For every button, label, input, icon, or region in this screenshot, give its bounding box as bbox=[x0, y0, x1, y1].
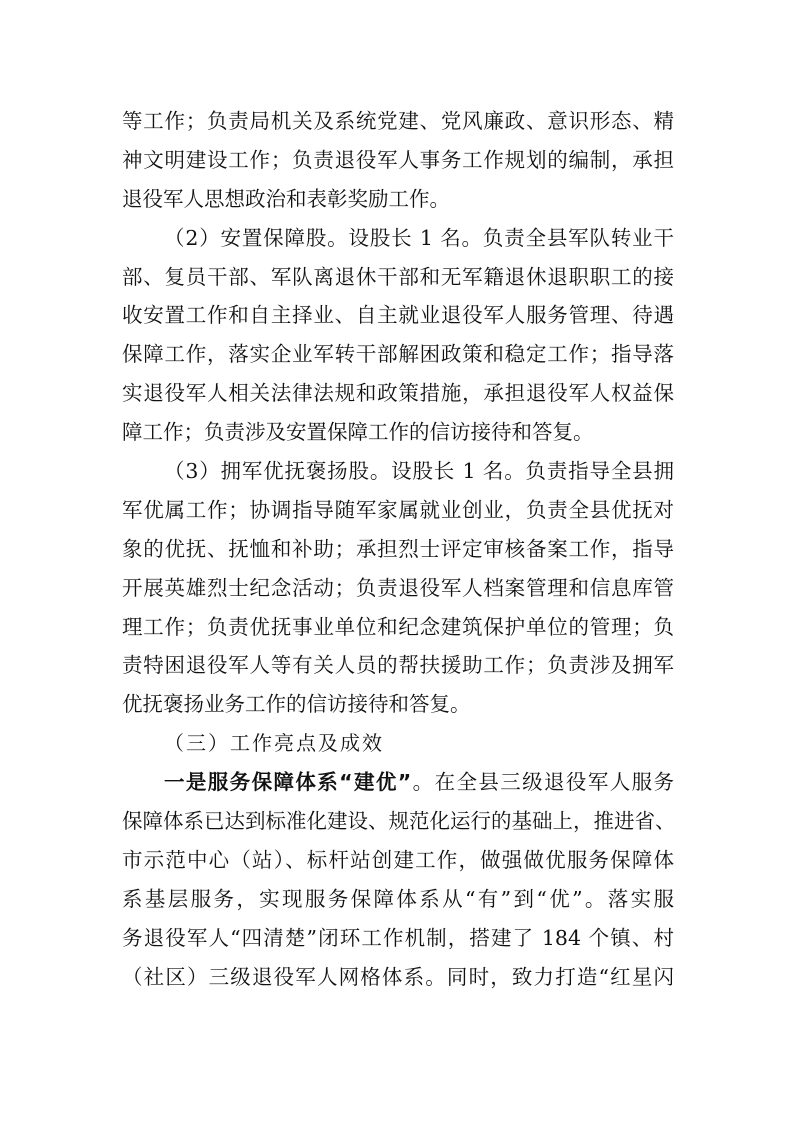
text-line: 退役军人思想政治和表彰奖励工作。 bbox=[122, 186, 450, 211]
text-line: 保障体系已达到标准化建设、规范化运行的基础上，推进省、 bbox=[122, 809, 676, 834]
text-line: 障工作；负责涉及安置保障工作的信访接待和答复。 bbox=[122, 420, 594, 445]
text-line: 实退役军人相关法律法规和政策措施，承担退役军人权益保 bbox=[122, 381, 674, 406]
text-line: 市示范中心（站）、标杆站创建工作，做强做优服务保障体 bbox=[122, 847, 674, 872]
text-line: （社区）三级退役军人网格体系。同时，致力打造“红星闪 bbox=[122, 964, 674, 989]
text-line bbox=[122, 763, 674, 802]
text-line: 象的优抚、抚恤和补助；承担烈士评定审核备案工作，指导 bbox=[122, 536, 674, 561]
text-line: 收安置工作和自主择业、自主就业退役军人服务管理、待遇 bbox=[122, 303, 674, 328]
text-line: 军优属工作；协调指导随军家属就业创业，负责全县优抚对 bbox=[122, 497, 674, 522]
section-heading: （三）工作亮点及成效 bbox=[164, 731, 384, 756]
text-line: 务退役军人“四清楚”闭环工作机制，搭建了 184 个镇、村 bbox=[122, 925, 674, 950]
text-line: 神文明建设工作；负责退役军人事务工作规划的编制，承担 bbox=[122, 147, 674, 172]
document-body bbox=[122, 102, 674, 996]
text-line: 责特困退役军人等有关人员的帮扶援助工作；负责涉及拥军 bbox=[122, 653, 674, 678]
text-line: 等工作；负责局机关及系统党建、党风廉政、意识形态、精 bbox=[122, 109, 674, 133]
text-line: 系基层服务，实现服务保障体系从“有”到“优”。落实服 bbox=[122, 886, 674, 911]
bold-lead: 一是服务保障体系“建优” bbox=[164, 770, 412, 795]
text-line: 优抚褒扬业务工作的信访接待和答复。 bbox=[122, 692, 471, 717]
text-line: 开展英雄烈士纪念活动；负责退役军人档案管理和信息库管 bbox=[122, 575, 674, 600]
text-line: 理工作；负责优抚事业单位和纪念建筑保护单位的管理；负 bbox=[122, 614, 674, 639]
text-line: （2）安置保障股。设股长 1 名。负责全县军队转业干 bbox=[164, 225, 674, 250]
text-span: 。在全县三级退役军人服务 bbox=[411, 770, 675, 795]
text-line: 保障工作，落实企业军转干部解困政策和稳定工作；指导落 bbox=[122, 342, 674, 367]
text-line: 部、复员干部、军队离退休干部和无军籍退休退职职工的接 bbox=[122, 264, 674, 289]
text-line: （3）拥军优抚褒扬股。设股长 1 名。负责指导全县拥 bbox=[164, 459, 674, 484]
